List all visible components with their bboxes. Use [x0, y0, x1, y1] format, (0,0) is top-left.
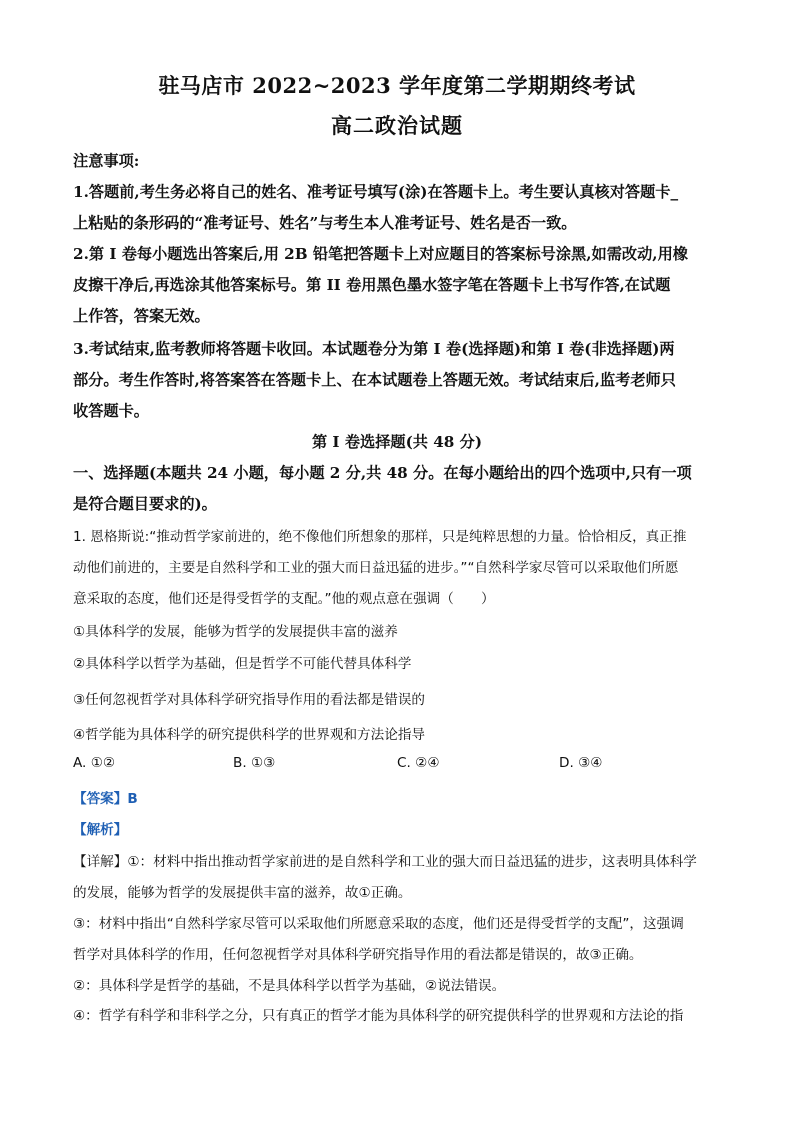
- question-stem: 1. 恩格斯说:“推动哲学家前进的，绝不像他们所想象的那样，只是纯粹思想的力量。恰恰相反，真正推: [73, 529, 687, 545]
- notes-line: 上粘贴的条形码的“准考证号、姓名”与考生本人准考证号、姓名是否一致。: [73, 214, 577, 232]
- detail-line: ②：具体科学是哲学的基础，不是具体科学以哲学为基础，②说法错误。: [73, 978, 506, 994]
- question-stem: 意采取的态度，他们还是得受哲学的支配。”他的观点意在强调（ ）: [73, 591, 495, 607]
- exam-title: 驻马店市 2022~2023 学年度第二学期期终考试: [158, 73, 636, 98]
- notes-line: 部分。考生作答时,将答案答在答题卡上、在本试题卷上答题无效。考试结束后,监考老师只: [73, 371, 676, 389]
- notes-line: 3.考试结束,监考教师将答题卡收回。本试题卷分为第 I 卷(选择题)和第 I 卷(非选择题)两: [73, 340, 675, 358]
- answer-label: 【答案】: [73, 791, 128, 807]
- option-a: A. ①②: [73, 755, 116, 771]
- option-b: B. ①③: [233, 755, 276, 771]
- statement-3: ③任何忽视哲学对具体科学研究指导作用的看法都是错误的: [73, 692, 426, 708]
- statement-2: ②具体科学以哲学为基础，但是哲学不可能代替具体科学: [73, 656, 412, 672]
- answer-value: B: [127, 791, 138, 807]
- statement-4: ④哲学能为具体科学的研究提供科学的世界观和方法论指导: [73, 727, 426, 743]
- analysis-label-text: 【解析】: [73, 822, 128, 838]
- statement-1: ①具体科学的发展，能够为哲学的发展提供丰富的滋养: [73, 624, 398, 640]
- notes-line: 1.答题前,考生务必将自己的姓名、准考证号填写(涂)在答题卡上。考生要认真核对答题卡_: [73, 183, 679, 201]
- detail-line: ④：哲学有科学和非科学之分，只有真正的哲学才能为具体科学的研究提供科学的世界观和方法论的指: [73, 1008, 684, 1024]
- analysis-label: [73, 818, 721, 838]
- notes-line: 收答题卡。: [73, 402, 149, 420]
- exam-subtitle: 高二政治试题: [331, 113, 463, 138]
- notes-line: 皮擦干净后,再选涂其他答案标号。第 II 卷用黑色墨水签字笔在答题卡上书写作答,在试题: [73, 276, 671, 294]
- option-d: D. ③④: [559, 755, 603, 771]
- detail-line: 的发展，能够为哲学的发展提供丰富的滋养，故①正确。: [73, 885, 412, 901]
- detail-line: ③：材料中指出“自然科学家尽管可以采取他们所愿意采取的态度，他们还是得受哲学的支配”，这强调: [73, 916, 684, 932]
- answer-line: [73, 787, 721, 807]
- option-c: C. ②④: [397, 755, 440, 771]
- section-title: 第 I 卷选择题(共 48 分): [311, 433, 483, 451]
- detail-line: 【详解】①：材料中指出推动哲学家前进的是自然科学和工业的强大而日益迅猛的进步，这表明具体科学: [73, 854, 697, 870]
- question-stem: 动他们前进的，主要是自然科学和工业的强大而日益迅猛的进步。”“自然科学家尽管可以采取他们所愿: [73, 560, 679, 576]
- notes-line: 上作答，答案无效。: [73, 307, 210, 325]
- notes-heading: 注意事项:: [73, 152, 140, 170]
- section-instruction: 一、选择题(本题共 24 小题，每小题 2 分,共 48 分。在每小题给出的四个选项中,只有一项: [73, 464, 692, 482]
- detail-line: 哲学对具体科学的作用，任何忽视哲学对具体科学研究指导作用的看法都是错误的，故③正确。: [73, 947, 643, 963]
- notes-line: 2.第 I 卷每小题选出答案后,用 2B 铅笔把答题卡上对应题目的答案标号涂黑,如需改动,用橡: [73, 245, 688, 263]
- section-instruction: 是符合题目要求的)。: [73, 495, 217, 513]
